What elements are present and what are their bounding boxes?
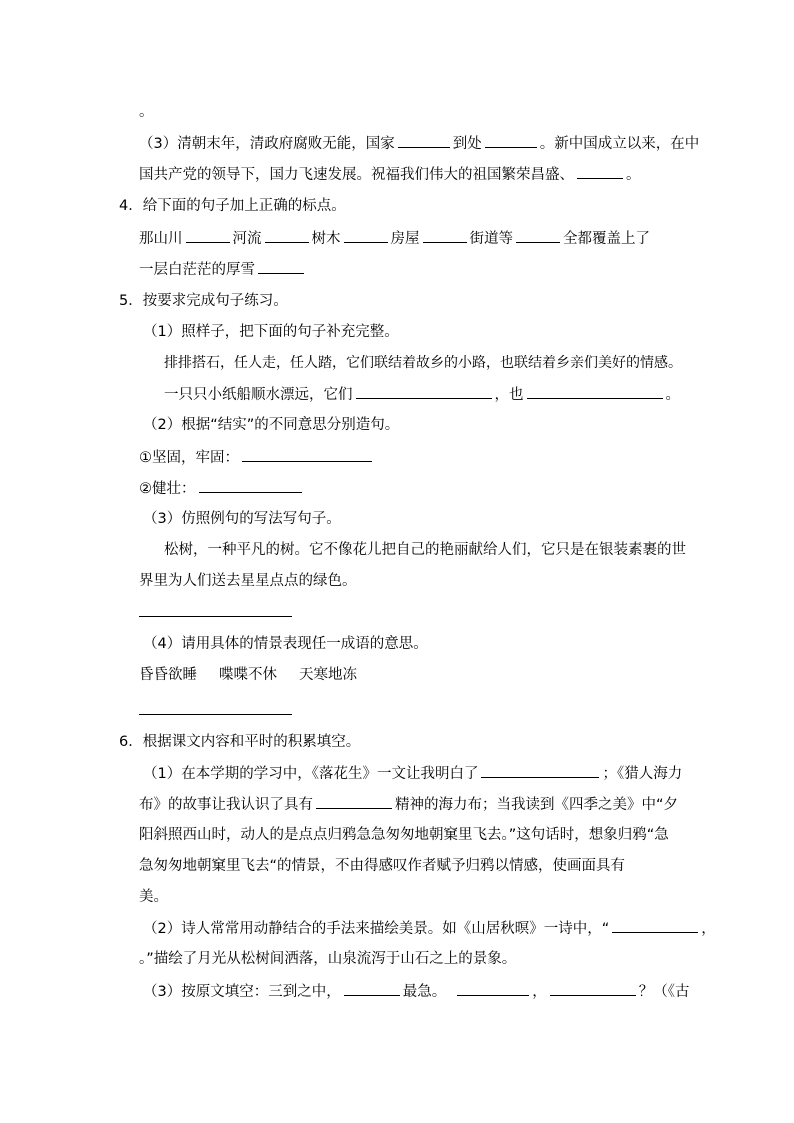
q4-item: 树木 (311, 231, 341, 247)
idiom: 昏昏欲睡 (139, 667, 197, 683)
q5-1-text-b: ，也 (494, 387, 524, 403)
q5-3-example-line1: 松树，一种平凡的树。它不像花儿把自己的艳丽献给人们，它只是在银装素裹的世 (164, 542, 686, 558)
blank[interactable] (199, 478, 302, 493)
q3-3-line2 (139, 164, 641, 185)
q6-1-line1 (143, 763, 682, 784)
q6-2-line1 (143, 918, 716, 939)
blank[interactable] (423, 228, 467, 243)
q4-line2 (139, 259, 307, 280)
q4-item: 房屋 (390, 231, 420, 247)
blank[interactable] (356, 384, 492, 399)
blank[interactable] (258, 259, 304, 274)
q5-1-example: 排排搭石，任人走，任人踏，它们联结着故乡的小路，也联结着乡亲们美好的情感。 (164, 355, 682, 371)
q3-3-text-a: （3）清朝末年，清政府腐败无能，国家 (139, 136, 395, 152)
q5-4-title: （4）请用具体的情景表现任一成语的意思。 (143, 636, 428, 652)
idiom: 喋喋不休 (219, 667, 277, 683)
q6-title: 6．根据课文内容和平时的积累填空。 (119, 734, 361, 750)
q5-title: 5．按要求完成句子练习。 (119, 293, 288, 309)
answer-line[interactable] (139, 714, 292, 715)
q6-1-text: （1）在本学期的学习中，《落花生》一文让我明白了 (143, 766, 479, 782)
blank[interactable] (516, 228, 560, 243)
q4-item: 河流 (232, 231, 262, 247)
q6-1-line5: 美。 (139, 889, 168, 905)
q6-1-text: 布》的故事让我认识了具有 (139, 797, 313, 813)
blank[interactable] (577, 164, 623, 179)
blank[interactable] (527, 384, 663, 399)
q6-2-text: （2）诗人常常用动静结合的手法来描绘美景。如《山居秋暝》一诗中，“ (143, 921, 610, 937)
q3-3-text-c: 。新中国成立以来，在中 (539, 136, 700, 152)
prev-line-tail: 。 (139, 104, 154, 120)
q6-3-text: 最急。 (402, 984, 447, 1000)
blank[interactable] (242, 447, 372, 462)
q5-4-idioms (139, 665, 357, 685)
answer-line[interactable] (139, 616, 292, 617)
q6-3-text: ？（《古 (638, 984, 690, 1000)
q3-3-text-b: 到处 (452, 136, 482, 152)
q4-line2-text: 一层白茫茫的厚雪 (139, 262, 255, 278)
q5-1-answer-line (164, 384, 680, 405)
blank[interactable] (265, 228, 309, 243)
q4-item: 全都覆盖上了 (563, 231, 650, 247)
q5-1-title: （1）照样子，把下面的句子补充完整。 (143, 324, 399, 340)
q4-title: 4．给下面的句子加上正确的标点。 (119, 198, 346, 214)
q3-3-line1 (139, 133, 699, 154)
blank[interactable] (186, 228, 230, 243)
q6-3-line1 (143, 981, 689, 1002)
q6-2-line2: 。”描绘了月光从松树间洒落，山泉流泻于山石之上的景象。 (139, 951, 517, 967)
q5-1-text-a: 一只只小纸船顺水漂远，它们 (164, 387, 353, 403)
q5-2-item2-text: ②健壮： (139, 481, 196, 497)
idiom: 天寒地冻 (299, 667, 357, 683)
blank[interactable] (457, 981, 529, 996)
q6-1-line4: 急匆匆地朝窠里飞去“的情景，不由得感叹作者赋予归鸦以情感，使画面具有 (139, 858, 626, 874)
q5-2-item2 (139, 478, 305, 499)
blank[interactable] (344, 981, 400, 996)
q4-item: 那山川 (139, 231, 183, 247)
q5-2-title: （2）根据“结实”的不同意思分别造句。 (143, 417, 400, 433)
blank[interactable] (550, 981, 636, 996)
q5-2-item1 (139, 447, 375, 468)
q5-3-title: （3）仿照例句的写法写句子。 (143, 511, 341, 527)
q6-1-text: ；《猎人海力 (602, 766, 683, 782)
q3-3-text-d: 国共产党的领导下，国力飞速发展。祝福我们伟大的祖国繁荣昌盛、 (139, 167, 574, 183)
q6-1-line3: 阳斜照西山时，动人的是点点归鸦急急匆匆地朝窠里飞去。”这句话时，想象归鸦“急 (139, 827, 669, 843)
q4-item: 街道等 (469, 231, 513, 247)
blank[interactable] (398, 133, 450, 148)
blank[interactable] (612, 918, 698, 933)
q6-3-text: ， (532, 984, 547, 1000)
q5-2-item1-text: ①坚固，牢固： (139, 450, 239, 466)
q4-line1 (139, 228, 650, 249)
blank[interactable] (481, 763, 599, 778)
q6-3-text: （3）按原文填空：三到之中， (143, 984, 341, 1000)
q6-2-text: ， (701, 921, 716, 937)
q5-3-example-line2: 界里为人们送去星星点点的绿色。 (139, 573, 357, 589)
blank[interactable] (344, 228, 388, 243)
blank[interactable] (316, 794, 392, 809)
q6-1-text: 精神的海力布；当我读到《四季之美》中“夕 (395, 797, 679, 813)
q6-1-line2 (139, 794, 678, 815)
blank[interactable] (485, 133, 537, 148)
q3-3-text-e: 。 (626, 167, 641, 183)
q5-1-text-c: 。 (665, 387, 680, 403)
